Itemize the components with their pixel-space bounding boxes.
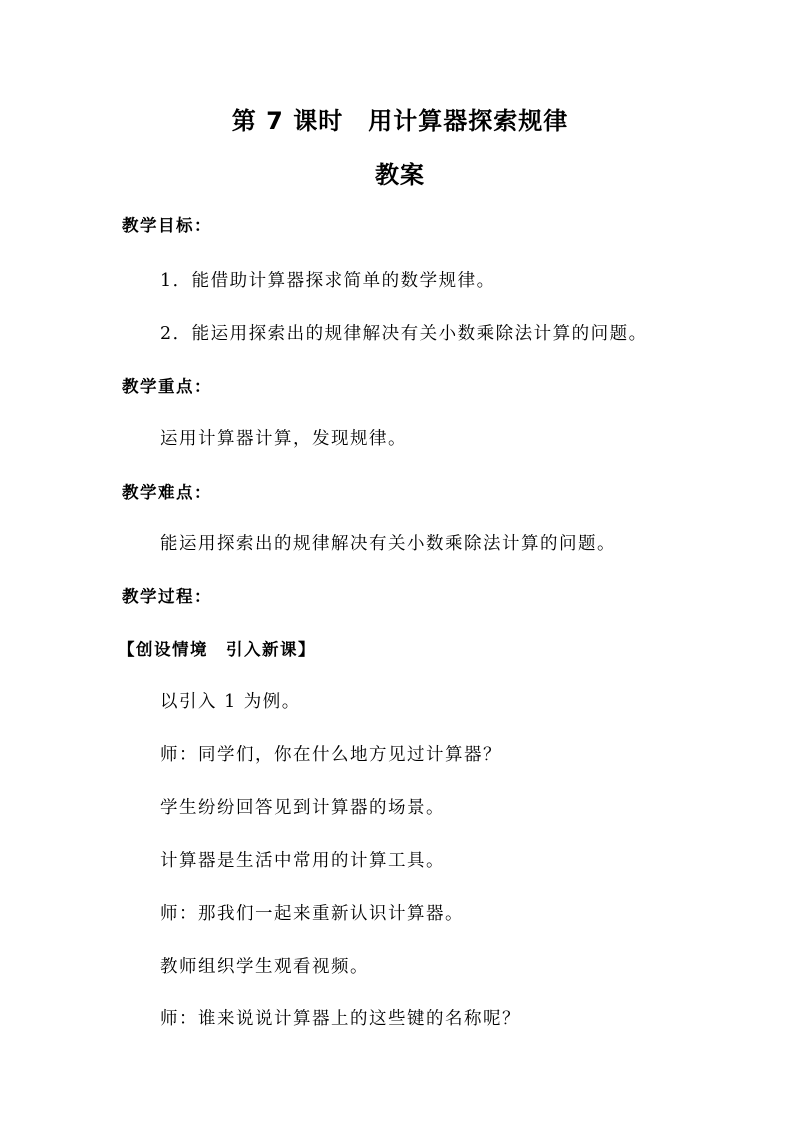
section-heading: 【创设情境 引入新课】 [118, 640, 316, 659]
objective-item-2: 2．能运用探索出的规律解决有关小数乘除法计算的问题。 [160, 324, 648, 344]
difficulty-text: 能运用探索出的规律解决有关小数乘除法计算的问题。 [160, 534, 616, 554]
process-paragraph-5: 师：那我们一起来重新认识计算器。 [160, 904, 464, 924]
process-paragraph-4: 计算器是生活中常用的计算工具。 [160, 851, 445, 871]
lesson-subtitle: 教案 [375, 161, 425, 189]
process-paragraph-6: 教师组织学生观看视频。 [160, 957, 369, 977]
process-paragraph-2: 师：同学们，你在什么地方见过计算器？ [160, 745, 502, 765]
objective-item-1: 1．能借助计算器探求简单的数学规律。 [160, 271, 496, 291]
difficulty-heading: 教学难点： [122, 483, 212, 502]
process-paragraph-1: 以引入 1 为例。 [160, 692, 301, 712]
process-paragraph-3: 学生纷纷回答见到计算器的场景。 [160, 798, 445, 818]
process-paragraph-7: 师：谁来说说计算器上的这些键的名称呢？ [160, 1009, 521, 1029]
process-heading: 教学过程： [122, 587, 212, 606]
key-point-text: 运用计算器计算，发现规律。 [160, 429, 407, 449]
key-point-heading: 教学重点： [122, 377, 212, 396]
lesson-title: 第 7 课时 用计算器探索规律 [231, 107, 569, 135]
objectives-heading: 教学目标： [122, 216, 212, 235]
